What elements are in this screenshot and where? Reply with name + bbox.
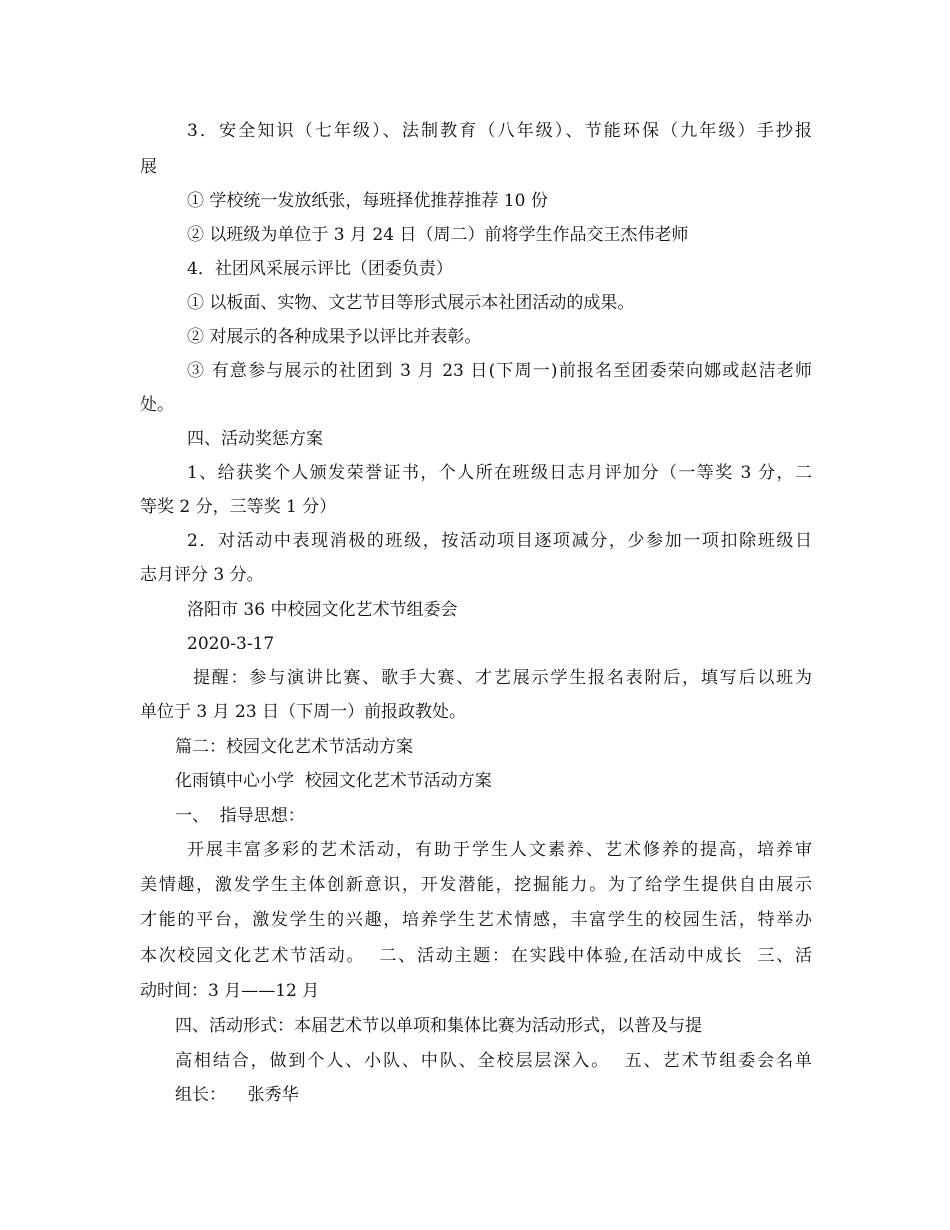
text-line: ② 对展示的各种成果予以评比并表彰。: [187, 327, 482, 347]
text-line: 提醒：参与演讲比赛、歌手大赛、才艺展示学生报名表附后，填写后以班为: [193, 668, 812, 688]
signature-organization: 洛阳市 36 中校园文化艺术节组委会: [187, 600, 458, 620]
text-line: 四、活动形式：本届艺术节以单项和集体比赛为活动形式，以普及与提: [175, 1016, 702, 1036]
text-line: 单位于 3 月 23 日（下周一）前报政教处。: [140, 702, 467, 722]
text-line: ③ 有意参与展示的社团到 3 月 23 日(下周一)前报名至团委荣向娜或赵洁老师: [187, 361, 812, 381]
text-line: 高相结合，做到个人、小队、中队、全校层层深入。 五、艺术节组委会名单: [175, 1051, 812, 1071]
text-line: 展: [140, 157, 157, 177]
text-line: 才能的平台，激发学生的兴趣，培养学生艺术情感，丰富学生的校园生活，特举办: [140, 910, 812, 930]
text-line: 3．安全知识（七年级）、法制教育（八年级）、节能环保（九年级）手抄报: [187, 121, 812, 141]
signature-date: 2020-3-17: [187, 634, 275, 654]
text-line: 组长： 张秀华: [175, 1085, 299, 1105]
text-line: ① 以板面、实物、文艺节目等形式展示本社团活动的成果。: [187, 293, 635, 313]
section-heading: 篇二：校园文化艺术节活动方案: [175, 737, 413, 757]
text-line: 1、给获奖个人颁发荣誉证书，个人所在班级日志月评加分（一等奖 3 分，二: [187, 463, 812, 483]
text-line: 等奖 2 分，三等奖 1 分）: [140, 497, 337, 517]
text-line: 美情趣，激发学生主体创新意识，开发潜能，挖掘能力。为了给学生提供自由展示: [140, 875, 812, 895]
section-heading: 四、活动奖惩方案: [187, 429, 323, 449]
text-line: 开展丰富多彩的艺术活动，有助于学生人文素养、艺术修养的提高，培养审: [187, 840, 812, 860]
text-line: ② 以班级为单位于 3 月 24 日（周二）前将学生作品交王杰伟老师: [187, 225, 689, 245]
text-line: 动时间：3 月——12 月: [140, 981, 320, 1001]
text-line: ① 学校统一发放纸张，每班择优推荐推荐 10 份: [187, 191, 548, 211]
text-line: 4．社团风采展示评比（团委负责）: [187, 259, 453, 279]
text-line: 志月评分 3 分。: [140, 565, 264, 585]
document-subtitle: 化雨镇中心小学 校园文化艺术节活动方案: [175, 771, 492, 791]
text-line: 本次校园文化艺术节活动。 二、活动主题：在实践中体验,在活动中成长 三、活: [140, 946, 812, 966]
text-line: 处。: [140, 395, 174, 415]
text-line: 2．对活动中表现消极的班级，按活动项目逐项减分，少参加一项扣除班级日: [187, 531, 812, 551]
section-heading: 一、 指导思想：: [175, 806, 305, 826]
